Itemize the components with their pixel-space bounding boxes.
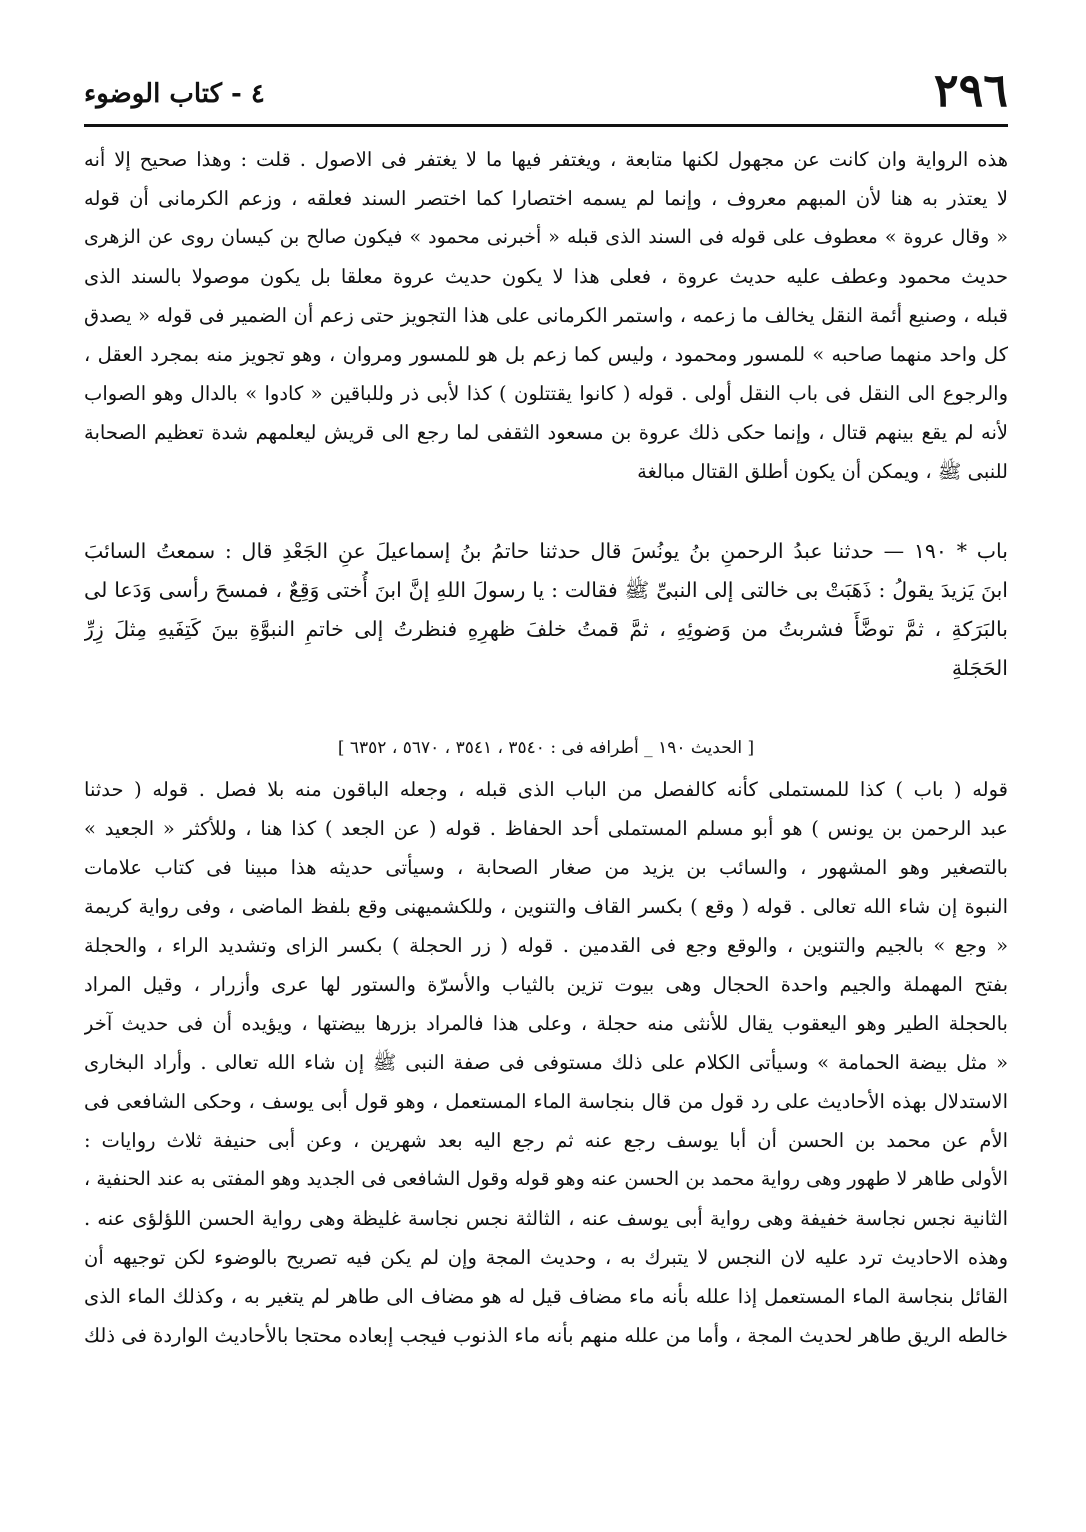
commentary-line: خالطه الريق طاهر لحديث المجة ، وأما من علله منهم بأنه ماء الذنوب فيجب إبعاده محتجا بالأحاديث الواردة فى ذلك (84, 1324, 1008, 1347)
commentary-line: هذه الرواية وان كانت عن مجهول لكنها متابعة ، ويغتفر فيها ما لا يغتفر فى الاصول . قلت : وهذا صحيح إلا أنه (84, 148, 1008, 171)
commentary-line: بالحجلة الطير وهو اليعقوب يقال للأنثى منه حجلة ، وعلى هذا فالمراد بزرها بيضتها ، ويؤيده أن فى حديث آخر (84, 1012, 1008, 1035)
commentary-line: الأم عن محمد بن الحسن أن أبا يوسف رجع عنه ثم رجع اليه بعد شهرين ، وعن أبى حنيفة ثلاث روايات : (84, 1129, 1008, 1152)
commentary-line: القائل بنجاسة الماء المستعمل إذا علله بأنه ماء مضاف قيل له هو مضاف الى طاهر لم يتغير به ، وكذلك الماء الذى (84, 1285, 1008, 1308)
commentary-line: الثانية نجس نجاسة خفيفة وهى رواية أبى يوسف عنه ، الثالثة نجس نجاسة غليظة وهى رواية الحسن اللؤلؤى عنه . (84, 1207, 1008, 1230)
commentary-line: عبد الرحمن بن يونس ) هو أبو مسلم المستملى أحد الحفاظ . قوله ( عن الجعد ) كذا هنا ، وللأكثر « الجعيد » (84, 817, 1008, 840)
commentary-line: كل واحد منهما صاحبه » للمسور ومحمود ، وليس كما زعم بل هو للمسور ومروان ، وهو تجويز منه بمجرد العقل ، (84, 343, 1008, 366)
commentary-line: بفتح المهملة والجيم واحدة الحجال وهى بيوت تزين بالثياب والأسرّة والستور لها عرى وأزرار ، وقيل المراد (84, 973, 1008, 996)
hadith-line: بالبَرَكةِ ، ثمَّ توضَّأَ فشربتُ من وَضوئِهِ ، ثمَّ قمتُ خلفَ ظهرِهِ فنظرتُ إلى خاتمِ النبوَّةِ بينَ كَتِفَيهِ مِثلَ زِرِّ (84, 617, 1008, 641)
commentary-line: الأولى طاهر لا طهور وهى رواية محمد بن الحسن عنه وهو قوله وقول الشافعى فى الجديد وهو المفتى به عند الحنفية ، (84, 1168, 1008, 1190)
hadith-line: ابنَ يَزيدَ يقولُ : ذَهَبَتْ بى خالتى إلى النبىِّ ﷺ فقالت : يا رسولَ اللهِ إنَّ ابنَ أُختى وَقِعٌ ، فمسحَ رأسى وَدَعا لى (84, 578, 1008, 602)
hadith-text (84, 532, 1008, 688)
header-divider (84, 124, 1008, 127)
commentary-line: لا يعتذر به هنا لأن المبهم معروف ، وإنما لم يسمه اختصارا كما اختصر السند فعلقه ، وزعم الكرمانى أن قوله (84, 187, 1008, 210)
commentary-line: الاستدلال بهذه الأحاديث على رد قول من قال بنجاسة الماء المستعمل ، وهو قول أبى يوسف ، وحكى الشافعى فى (84, 1090, 1008, 1113)
commentary-line: للنبى ﷺ ، ويمكن أن يكون أطلق القتال مبالغة (637, 460, 1008, 483)
commentary-line: والرجوع الى النقل فى باب النقل أولى . قوله ( كانوا يقتتلون ) كذا لأبى ذر وللباقين « كادوا » بالدال وهو الصواب (84, 382, 1008, 405)
hadith-cross-reference: [ الحديث ١٩٠ _ أطرافه فى : ٣٥٤٠ ، ٣٥٤١ ، ٥٦٧٠ ، ٦٣٥٢ ] (337, 738, 755, 758)
hadith-line: باب * ١٩٠ — حدثنا عبدُ الرحمنِ بنُ يونُسَ قال حدثنا حاتمُ بنُ إسماعيلَ عنِ الجَعْدِ قال : سمعتُ السائبَ (84, 539, 1008, 563)
page-number: ٢٩٦ (933, 63, 1008, 117)
chapter-title: ٤ - كتاب الوضوء (84, 79, 265, 109)
commentary-line: « مثل بيضة الحمامة » وسيأتى الكلام على ذلك مستوفى فى صفة النبى ﷺ إن شاء الله تعالى . وأراد البخارى (84, 1051, 1008, 1074)
commentary-top (84, 140, 1008, 491)
page-header (84, 58, 1008, 122)
commentary-line: وهذه الاحاديث ترد عليه لان النجس لا يتبرك به ، وحديث المجة وإن لم يكن فيه تصريح بالوضوء لكن توجيهه أن (84, 1246, 1008, 1269)
commentary-line: قبله ، وصنيع أئمة النقل يخالف ما زعمه ، واستمر الكرمانى على هذا التجويز حتى زعم أن الضمير فى قوله « يصدق (84, 304, 1008, 327)
commentary-line: قوله ( باب ) كذا للمستملى كأنه كالفصل من الباب الذى قبله ، وجعله الباقون منه بلا فصل . قوله ( حدثنا (84, 778, 1008, 801)
commentary-line: « وقال عروة » معطوف على قوله فى السند الذى قبله « أخبرنى محمود » فيكون صالح بن كيسان روى عن الزهرى (84, 226, 1008, 248)
hadith-line: الحَجَلةِ (951, 656, 1008, 680)
commentary-line: حديث محمود وعطف عليه حديث عروة ، فعلى هذا لا يكون حديث عروة معلقا بل يكون موصولا بالسند الذى (84, 265, 1008, 288)
commentary-line: لأنه لم يقع بينهم قتال ، وإنما حكى ذلك عروة بن مسعود الثقفى لما رجع الى قريش ليعلمهم شدة تعظيم الصحابة (84, 421, 1008, 444)
commentary-line: بالتصغير وهو المشهور ، والسائب بن يزيد من صغار الصحابة ، وسيأتى حديثه هذا مبينا فى كتاب علامات (84, 856, 1008, 879)
commentary-bottom (84, 770, 1008, 1355)
commentary-line: « وجع » بالجيم والتنوين ، والوقع وجع فى القدمين . قوله ( زر الحجلة ) بكسر الزاى وتشديد الراء ، والحجلة (84, 934, 1008, 957)
commentary-line: النبوة إن شاء الله تعالى . قوله ( وقع ) بكسر القاف والتنوين ، وللكشميهنى وقع بلفظ الماضى ، وفى رواية كريمة (84, 895, 1008, 918)
